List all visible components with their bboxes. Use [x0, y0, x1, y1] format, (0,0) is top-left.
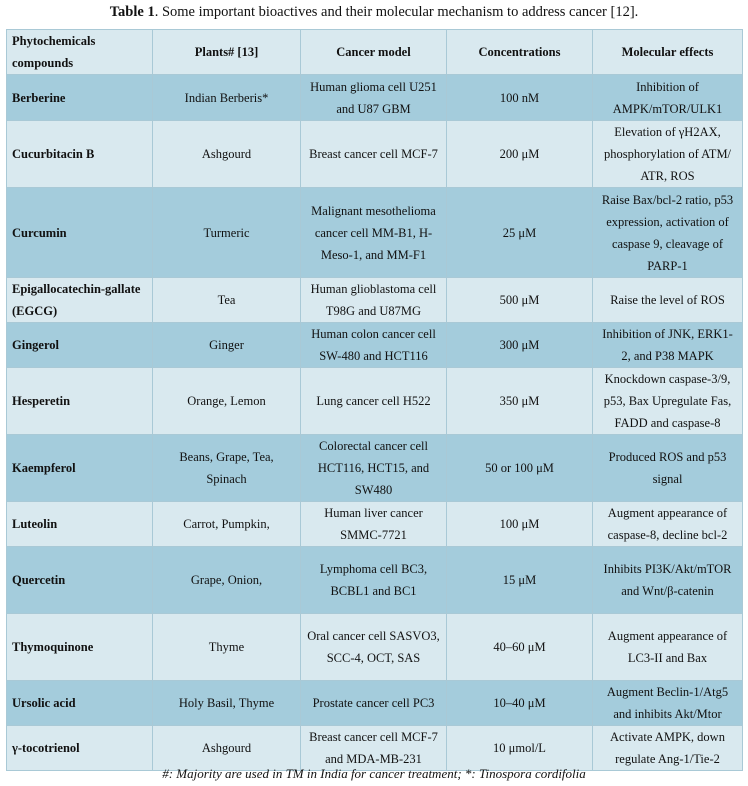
- table-row: [7, 726, 743, 771]
- table-row: [7, 681, 743, 726]
- cell-concentration: 100 μM: [447, 502, 593, 547]
- cell-compound: Curcumin: [7, 188, 153, 278]
- header-plants: Plants# [13]: [153, 30, 301, 75]
- cell-compound: Quercetin: [7, 547, 153, 614]
- cell-model: Breast cancer cell MCF-7: [301, 121, 447, 188]
- cell-compound: Cucurbitacin B: [7, 121, 153, 188]
- cell-concentration: 40–60 μM: [447, 614, 593, 681]
- cell-compound: Luteolin: [7, 502, 153, 547]
- cell-compound: Hesperetin: [7, 368, 153, 435]
- cell-compound: Kaempferol: [7, 435, 153, 502]
- cell-effects: Augment Beclin-1/Atg5 and inhibits Akt/Mtor: [593, 681, 743, 726]
- cell-effects: Elevation of γH2AX, phosphorylation of ATM/ ATR, ROS: [593, 121, 743, 188]
- bioactives-table: [6, 29, 743, 771]
- header-cancer-model: Cancer model: [301, 30, 447, 75]
- table-row: [7, 278, 743, 323]
- header-compounds: Phytochemicals compounds: [7, 30, 153, 75]
- cell-model: Prostate cancer cell PC3: [301, 681, 447, 726]
- table-row: [7, 368, 743, 435]
- cell-plants: Ginger: [153, 323, 301, 368]
- cell-model: Human liver cancer SMMC-7721: [301, 502, 447, 547]
- header-concentrations: Concentrations: [447, 30, 593, 75]
- cell-model: Breast cancer cell MCF-7 and MDA-MB-231: [301, 726, 447, 771]
- cell-compound: γ-tocotrienol: [7, 726, 153, 771]
- cell-effects: Augment appearance of caspase-8, decline bcl-2: [593, 502, 743, 547]
- cell-effects: Inhibition of AMPK/mTOR/ULK1: [593, 75, 743, 121]
- table-row: [7, 614, 743, 681]
- table-row: [7, 502, 743, 547]
- cell-plants: Ashgourd: [153, 726, 301, 771]
- cell-model: Colorectal cancer cell HCT116, HCT15, and SW480: [301, 435, 447, 502]
- table-row: [7, 188, 743, 278]
- cell-compound: Epigallocatechin-gallate (EGCG): [7, 278, 153, 323]
- cell-concentration: 100 nM: [447, 75, 593, 121]
- table-label: Table 1: [109, 4, 155, 20]
- cell-concentration: 50 or 100 μM: [447, 435, 593, 502]
- cell-concentration: 350 μM: [447, 368, 593, 435]
- cell-concentration: 25 μM: [447, 188, 593, 278]
- cell-concentration: 10 μmol/L: [447, 726, 593, 771]
- cell-compound: Berberine: [7, 75, 153, 121]
- cell-plants: Indian Berberis*: [153, 75, 301, 121]
- cell-plants: Thyme: [153, 614, 301, 681]
- table-row: [7, 323, 743, 368]
- cell-plants: Holy Basil, Thyme: [153, 681, 301, 726]
- cell-concentration: 15 μM: [447, 547, 593, 614]
- cell-effects: Activate AMPK, down regulate Ang-1/Tie-2: [593, 726, 743, 771]
- cell-effects: Inhibits PI3K/Akt/mTOR and Wnt/β-catenin: [593, 547, 743, 614]
- cell-concentration: 10–40 μM: [447, 681, 593, 726]
- cell-model: Malignant mesothelioma cancer cell MM-B1, H-Meso-1, and MM-F1: [301, 188, 447, 278]
- table-row: [7, 75, 743, 121]
- cell-model: Human colon cancer cell SW-480 and HCT116: [301, 323, 447, 368]
- cell-model: Human glioblastoma cell T98G and U87MG: [301, 278, 447, 323]
- cell-effects: Produced ROS and p53 signal: [593, 435, 743, 502]
- cell-effects: Raise the level of ROS: [593, 278, 743, 323]
- cell-plants: Beans, Grape, Tea, Spinach: [153, 435, 301, 502]
- cell-plants: Orange, Lemon: [153, 368, 301, 435]
- table-row: [7, 435, 743, 502]
- table-row: [7, 547, 743, 614]
- cell-effects: Augment appearance of LC3-II and Bax: [593, 614, 743, 681]
- header-row: [7, 30, 743, 75]
- cell-compound: Thymoquinone: [7, 614, 153, 681]
- header-molecular-effects: Molecular effects: [593, 30, 743, 75]
- cell-model: Lung cancer cell H522: [301, 368, 447, 435]
- table-caption: [0, 4, 748, 21]
- cell-effects: Raise Bax/bcl-2 ratio, p53 expression, activation of caspase 9, cleavage of PARP-1: [593, 188, 743, 278]
- cell-model: Oral cancer cell SASVO3, SCC-4, OCT, SAS: [301, 614, 447, 681]
- table-footnote: #: Majority are used in TM in India for cancer treatment; *: Tinospora cordifolia: [162, 766, 586, 781]
- cell-plants: Turmeric: [153, 188, 301, 278]
- cell-model: Lymphoma cell BC3, BCBL1 and BC1: [301, 547, 447, 614]
- cell-model: Human glioma cell U251 and U87 GBM: [301, 75, 447, 121]
- cell-plants: Tea: [153, 278, 301, 323]
- table-caption-text: . Some important bioactives and their molecular mechanism to address cancer [12].: [154, 4, 639, 20]
- cell-plants: Grape, Onion,: [153, 547, 301, 614]
- cell-concentration: 200 μM: [447, 121, 593, 188]
- cell-effects: Knockdown caspase-3/9, p53, Bax Upregulate Fas, FADD and caspase-8: [593, 368, 743, 435]
- cell-effects: Inhibition of JNK, ERK1-2, and P38 MAPK: [593, 323, 743, 368]
- cell-compound: Gingerol: [7, 323, 153, 368]
- cell-concentration: 300 μM: [447, 323, 593, 368]
- cell-concentration: 500 μM: [447, 278, 593, 323]
- table-row: [7, 121, 743, 188]
- cell-plants: Ashgourd: [153, 121, 301, 188]
- cell-compound: Ursolic acid: [7, 681, 153, 726]
- cell-plants: Carrot, Pumpkin,: [153, 502, 301, 547]
